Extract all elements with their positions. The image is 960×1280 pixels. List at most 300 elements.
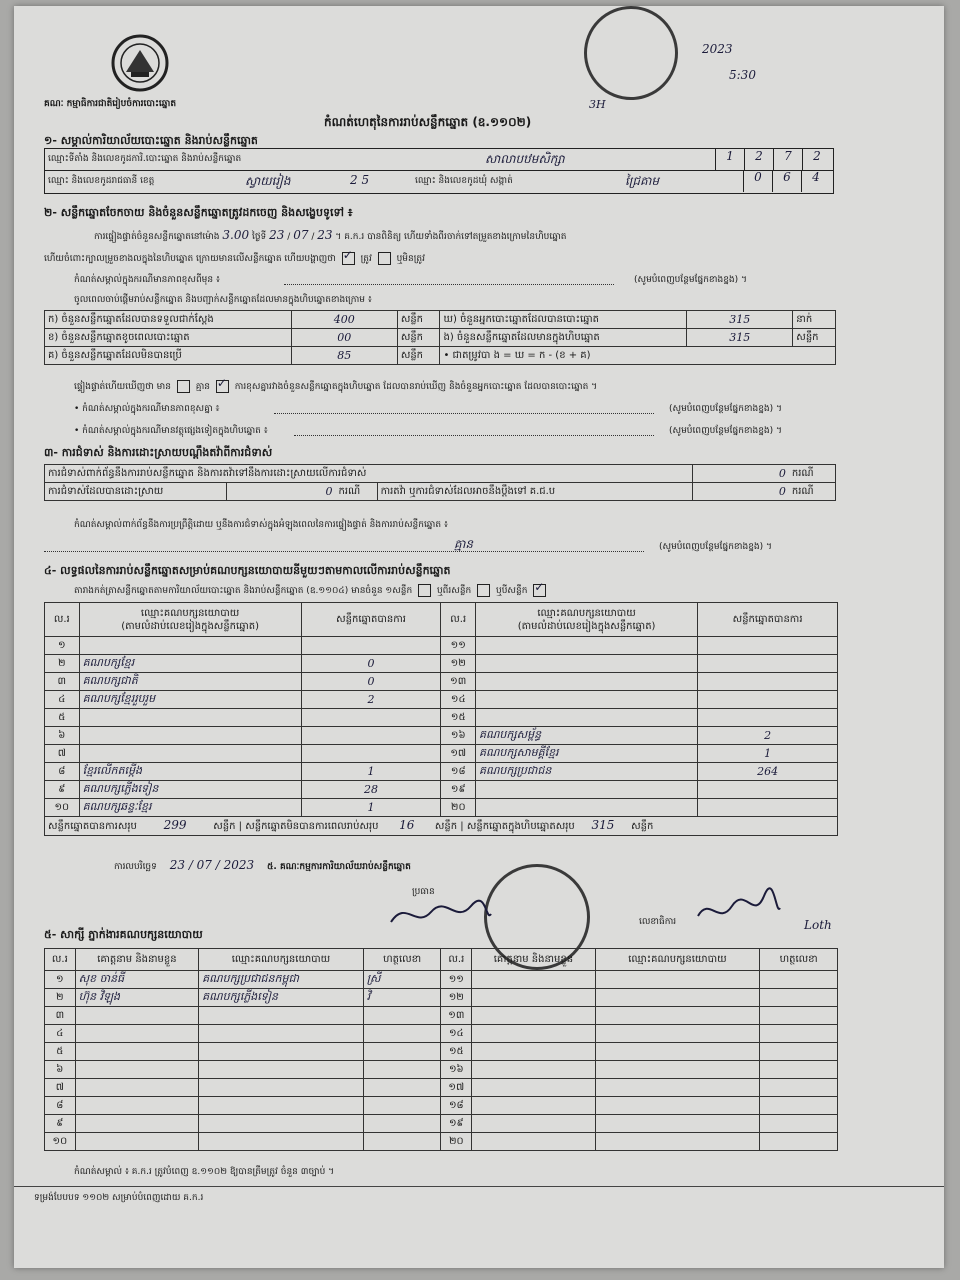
witness-signature [760,989,838,1007]
witness-party [595,1115,760,1133]
result-no: ១៥ [441,709,476,727]
result-party: គណបក្សភ្លើងទៀន [79,781,301,799]
count-value: 400 [291,311,397,329]
code-digit: 1 [715,149,744,170]
count-formula: • ជាតម្រូវបា ង = ឃ = ក - (ខ + គ) [440,347,836,365]
diff-no-checkbox[interactable] [216,380,229,393]
stamp-note-code: 3H [589,98,606,111]
w-col-party: ឈ្មោះគណបក្សនយោបាយ [199,949,364,971]
witness-name [472,1043,596,1061]
form-footer: ទម្រង់បែបបទ ១១០២ សម្រាប់បំពេញដោយ គ.ក.រ [34,1193,204,1203]
result-row [45,781,838,799]
result-party: គណបក្សជាតិ [79,673,301,691]
other-note-label: • កំណត់សម្គាល់ក្នុងករណីមានវត្ថុផ្សេងទៀតក្នុងហិបឆ្នោត ៖ [74,426,268,436]
commune-code [743,170,830,192]
witness-no: ១២ [441,989,472,1007]
section-5-heading: ៥- សាក្សី ភ្នាក់ងារគណបក្សនយោបាយ [44,928,203,941]
witness-name [472,971,596,989]
witness-party: គណបក្សភ្លើងទៀន [199,989,364,1007]
witness-signature [363,1061,441,1079]
result-no: ២០ [441,799,476,817]
result-row [45,799,838,817]
location-label: ឈ្មោះទីតាំង និងលេខកូដការិ.បោះឆ្នោត និងរាប់សន្លឹកឆ្នោត [48,154,242,164]
result-row [45,763,838,781]
result-votes: 0 [301,673,441,691]
tally-sheet-line [74,584,549,598]
count-intro: ចូលពេលចាប់ផ្ដើមរាប់សន្លឹកឆ្នោត និងបញ្ជាក់សន្លឹកឆ្នោតដែលមានក្នុងហិបឆ្នោតខាងក្រោម ៖ [74,295,372,305]
count-unit: សន្លឹក [397,311,440,329]
day-label: ថ្ងៃទី [251,232,267,242]
w-col-party: ឈ្មោះគណបក្សនយោបាយ [595,949,760,971]
result-no: ១០ [45,799,80,817]
secretary-label: លេខាធិការ [639,917,677,927]
witness-no: ១៧ [441,1079,472,1097]
witness-party [595,989,760,1007]
witness-signature [760,1025,838,1043]
w-col-sign: ហត្ថលេខា [363,949,441,971]
witness-row [45,1079,838,1097]
result-party: គណបក្សឆន្ទៈខ្មែរ [79,799,301,817]
col-votes: សន្លឹកឆ្នោតបានការ [698,603,838,637]
witness-party [595,1061,760,1079]
witness-row [45,1007,838,1025]
objection-unit: ករណី [789,465,836,483]
date-label: ការលបរិច្ឆេទ [114,862,157,872]
header-org: គណៈ កម្មាធិការជាតិរៀបចំការបោះឆ្នោត [44,99,177,109]
count-value: 00 [291,329,397,347]
result-no: ១៧ [441,745,476,763]
result-row [45,655,838,673]
witness-party [199,1115,364,1133]
section-4-heading: ៤- លទ្ធផលនៃការរាប់សន្លឹកឆ្នោតសម្រាប់គណបក្សនយោបាយនីមួយៗតាមកាលលើការរាប់សន្លឹកឆ្នោត [44,564,451,577]
w-col-sign: ហត្ថលេខា [760,949,838,971]
witness-no: ៦ [45,1061,76,1079]
witness-name [472,1133,596,1151]
compare-line [74,380,597,394]
result-votes [698,673,838,691]
result-row [45,637,838,655]
result-party [476,781,698,799]
witness-name: សុខ ចាន់ធី [75,971,199,989]
witness-row [45,971,838,989]
witness-no: ១៥ [441,1043,472,1061]
witness-no: ២ [45,989,76,1007]
seal-line [44,252,425,266]
witness-party [595,971,760,989]
resolved-count: 0 [226,483,335,501]
code-digit: 7 [773,149,802,170]
witness-signature [760,971,838,989]
result-party [79,745,301,763]
witness-party [595,1133,760,1151]
results-body [45,637,838,817]
result-party: គណបក្សសាមគ្គីខ្មែរ [476,745,698,763]
result-votes: 0 [301,655,441,673]
witness-signature: ស្រី [363,971,441,989]
witness-no: ១៤ [441,1025,472,1043]
count-value: 85 [291,347,397,365]
witness-signature [760,1079,838,1097]
witness-party [199,1007,364,1025]
objection-note: កំណត់សម្គាល់ពាក់ព័ន្ធនឹងការប្រព្រឹត្តិដោយ ឬនឹងការជំទាស់ក្នុងអំឡុងពេលនៃការផ្ទៀងផ្ទាត់ និងការរាប់សន្លឹកឆ្នោត ៖ [74,520,448,530]
witness-no: ៤ [45,1025,76,1043]
result-party [476,637,698,655]
commune-label: ឈ្មោះ និងលេខកូដឃុំ សង្កាត់ [415,176,513,186]
code-digit: 0 [743,170,772,192]
witness-signature [760,1115,838,1133]
seal-note-fill: (សូមបំពេញបន្ថែមផ្នែកខាងខ្នង) ។ [634,275,747,285]
result-party [476,691,698,709]
tally-sheet-intro: តារាងកត់ត្រាសន្លឹកឆ្នោតតាមការិយាល័យបោះឆ្នោត និងរាប់សន្លឹកឆ្នោត (ឧ.១១០៤) មានចំនួន ១សន្លឹក [74,586,413,596]
count-label: ឃ) ចំនួនអ្នកបោះឆ្នោតដែលបានបោះឆ្នោត [440,311,687,329]
diff-note-label: • កំណត់សម្គាល់ក្នុងករណីមានភាពខុសគ្នា ៖ [74,404,220,414]
result-votes: 264 [698,763,838,781]
section-1-box [44,148,834,194]
total-box-label: សន្លឹកឆ្នោតក្នុងហិបឆ្នោតសរុប [466,821,575,832]
official-stamp-top [584,6,678,100]
commune-value: ជ្រៃគាម [625,174,660,188]
witness-no: ១ [45,971,76,989]
secretary-initials: Loth [804,918,832,932]
result-votes: 2 [698,727,838,745]
witness-party [595,1043,760,1061]
total-invalid-label: សន្លឹកឆ្នោតមិនបានការពេលរាប់សរុប [245,821,379,832]
witness-name [75,1007,199,1025]
w-col-no: ល.រ [45,949,76,971]
w-col-name: គោត្តនាម និងនាមខ្លួន [472,949,596,971]
witness-party [595,1079,760,1097]
witness-name [472,1097,596,1115]
one-sheet-checkbox[interactable] [418,584,431,597]
date-line [114,858,411,874]
verification-year: 23 [317,228,333,242]
count-label: គ) ចំនួនសន្លឹកឆ្នោតដែលមិនបានប្រើ [45,347,292,365]
witness-party [595,1097,760,1115]
witness-no: ៧ [45,1079,76,1097]
witness-no: ១១ [441,971,472,989]
witness-row [45,1097,838,1115]
objection-label: ការជំទាស់ពាក់ព័ន្ធនឹងការរាប់សន្លឹកឆ្នោត និងការតវ៉ាទៅនឹងការដោះស្រាយលើការជំទាស់ [45,465,693,483]
result-row [45,691,838,709]
appeal-label: ការតវ៉ា ឬការជំទាស់ដែលអាចនឹងប្ដឹងទៅ គ.ជ.ប [377,483,692,501]
form-note: កំណត់សម្គាល់ ៖ គ.ក.រ ត្រូវបំពេញ ឧ.១១០២ ឱ្យបានត្រឹមត្រូវ ចំនួន ៣ច្បាប់ ។ [74,1167,335,1177]
result-votes [698,709,838,727]
seal-not-ok-label: ឬមិនត្រូវ [396,254,425,264]
col-party-title: ឈ្មោះគណបក្សនយោបាយ [140,607,240,619]
count-label: ក) ចំនួនសន្លឹកឆ្នោតដែលបានទទួលជាក់ស្ដែង [45,311,292,329]
totals-row: សន្លឹកឆ្នោតបានការសរុប 299 សន្លឹក | សន្លឹកឆ្នោតមិនបានការពេលរាប់សរុប 16 សន្លឹក | សន្លឹកឆ្នោតក្នុងហិបឆ្នោតសរុប 315 សន្លឹក [45,817,838,836]
result-no: ១៨ [441,763,476,781]
witness-name [75,1133,199,1151]
result-row [45,709,838,727]
ballot-count-table [44,310,836,365]
code-digit: 2 [744,149,773,170]
col-party-sub: (តាមលំដាប់លេខរៀងក្នុងសន្លឹកឆ្នោត) [517,620,656,632]
two-sheet-checkbox[interactable] [477,584,490,597]
result-party [476,799,698,817]
resolved-label: ការជំទាស់ដែលបានដោះស្រាយ [45,483,227,501]
objection-fill-note: (សូមបំពេញបន្ថែមផ្នែកខាងខ្នង) ។ [659,542,772,552]
witness-no: ១៦ [441,1061,472,1079]
result-votes: 1 [301,799,441,817]
total-box-value: 315 [591,818,615,832]
witness-signature [363,1025,441,1043]
witness-party [199,1061,364,1079]
result-no: ៧ [45,745,80,763]
result-row [45,727,838,745]
result-votes: 1 [301,763,441,781]
witness-name [472,1025,596,1043]
compare-label: ផ្ទៀងផ្ទាត់ហើយឃើញថា មាន [74,382,171,392]
col-votes: សន្លឹកឆ្នោតបានការ [301,603,441,637]
witness-party [595,1025,760,1043]
result-party [79,709,301,727]
witness-signature: វិ [363,989,441,1007]
form-title: កំណត់ហេតុនៃការរាប់សន្លឹកឆ្នោត (ឧ.១១០២) [324,115,532,129]
witness-party [595,1007,760,1025]
witness-body [45,971,838,1151]
result-votes: 28 [301,781,441,799]
col-party [79,603,301,637]
count-label: ខ) ចំនួនសន្លឹកឆ្នោតខូចពេលបោះឆ្នោត [45,329,292,347]
witness-signature [363,1079,441,1097]
result-votes [698,637,838,655]
witness-signature [363,1115,441,1133]
total-valid-value: 299 [163,818,187,832]
stamp-note-year: 2023 [702,42,733,56]
objection-handwritten: គ្មាន [454,537,474,551]
code-digit: 4 [801,170,830,192]
witness-signature [363,1097,441,1115]
chair-label: ប្រធាន [412,887,435,897]
result-party [79,637,301,655]
witness-row [45,989,838,1007]
witness-no: ៣ [45,1007,76,1025]
result-votes [301,637,441,655]
objection-count: 0 [692,465,789,483]
witness-name: ហ៊ុន វិឡុង [75,989,199,1007]
verification-month: 07 [293,228,309,242]
result-votes [698,781,838,799]
witness-party [199,1025,364,1043]
witness-party: គណបក្សប្រជាជនកម្ពុជា [199,971,364,989]
witness-name [472,1007,596,1025]
objection-note-line [44,551,644,552]
section-2-heading: ២- សន្លឹកឆ្នោតចែកចាយ និងចំនួនសន្លឹកឆ្នោតត្រូវដកចេញ និងសង្ខេបទូទៅ ៖ [44,206,353,219]
result-no: ៩ [45,781,80,799]
seal-ok-label: ត្រូវ [360,254,372,264]
committee-label: ៥. គណៈកម្មការការិយាល័យរាប់សន្លឹកឆ្នោត [267,862,411,872]
witness-table [44,948,838,1151]
witness-no: ៨ [45,1097,76,1115]
province-code: 2 5 [350,173,370,187]
verification-day: 23 [269,228,285,242]
other-note-fill: (សូមបំពេញបន្ថែមផ្នែកខាងខ្នង) ។ [669,426,782,436]
diff-no-label: គ្មាន [195,382,210,392]
compare-tail: ការខុសគ្នារវាងចំនួនសន្លឹកឆ្នោតក្នុងហិបឆ្នោត ដែលបានរាប់ឃើញ និងចំនួនអ្នកបោះឆ្នោត ដែលបានបោះឆ្នោត ។ [234,382,598,392]
witness-signature [760,1133,838,1151]
code-digit: 2 [802,149,831,170]
witness-party [199,1097,364,1115]
other-note-line [74,425,814,438]
result-no: ៤ [45,691,80,709]
code-digit: 6 [772,170,801,192]
result-no: ១ [45,637,80,655]
result-no: ៣ [45,673,80,691]
witness-row [45,1115,838,1133]
appeal-unit: ករណី [789,483,836,501]
verification-prefix: ការផ្ទៀងផ្ទាត់ចំនួនសន្លឹកឆ្នោតនៅម៉ោង [94,232,220,242]
result-no: ១៦ [441,727,476,745]
witness-row [45,1061,838,1079]
witness-no: ១៣ [441,1007,472,1025]
witness-no: ១០ [45,1133,76,1151]
result-votes: 2 [301,691,441,709]
witness-name [75,1097,199,1115]
result-votes [698,799,838,817]
chair-signature [386,894,496,938]
witness-no: ៥ [45,1043,76,1061]
witness-row [45,1043,838,1061]
result-votes: 1 [698,745,838,763]
two-sheet-label: ឬពីរសន្លឹក [436,586,472,596]
result-party [79,727,301,745]
province-value: ស្វាយរៀង [245,174,291,188]
witness-no: ២០ [441,1133,472,1151]
total-box-unit: សន្លឹក [631,821,654,832]
appeal-count: 0 [692,483,789,501]
date-value: 23 / 07 / 2023 [169,858,255,872]
result-party: គណបក្សប្រជាជន [476,763,698,781]
three-sheet-label: ឬបីសន្លឹក [496,586,528,596]
secretary-signature [694,886,784,935]
witness-signature [363,1043,441,1061]
col-no: ល.រ [45,603,80,637]
result-votes [698,655,838,673]
section-1-heading: ១- សម្គាល់ការិយាល័យបោះឆ្នោត និងរាប់សន្លឹកឆ្នោត [44,134,258,147]
result-party [476,655,698,673]
seal-note-label: កំណត់សម្គាល់ក្នុងករណីមានភាពខុសពីមុន ៖ [74,275,220,285]
witness-name [75,1043,199,1061]
result-votes [301,745,441,763]
result-no: ៨ [45,763,80,781]
total-invalid-unit: សន្លឹក [434,821,458,832]
form-sheet [14,6,944,1268]
witness-name [472,1061,596,1079]
total-valid-unit: សន្លឹក [213,821,236,832]
result-no: ៦ [45,727,80,745]
seal-text: ហើយចំពោះក្បាលម្រួចខាងលក្នុងនៃហិបឆ្នោត ក្រោយមានលើសន្លឹកឆ្នោត ហើយបង្ហាញថា [44,254,336,264]
col-party-title: ឈ្មោះគណបក្សនយោបាយ [537,607,636,619]
result-party: គណបក្សខ្មែរ [79,655,301,673]
total-invalid-value: 16 [399,818,415,832]
witness-name [75,1061,199,1079]
witness-row [45,1025,838,1043]
diff-note-fill: (សូមបំពេញបន្ថែមផ្នែកខាងខ្នង) ។ [669,404,782,414]
result-votes [301,727,441,745]
w-col-no: ល.រ [441,949,472,971]
count-value: 315 [687,311,793,329]
result-no: ២ [45,655,80,673]
result-no: ១៣ [441,673,476,691]
count-label: ង) ចំនួនសន្លឹកឆ្នោតដែលមានក្នុងហិបឆ្នោត [440,329,687,347]
stamp-note-time: 5:30 [729,68,756,82]
verification-time: 3.00 [222,228,250,242]
result-row [45,673,838,691]
result-no: ៥ [45,709,80,727]
col-party [476,603,698,637]
witness-party [199,1079,364,1097]
witness-party [199,1133,364,1151]
result-party: គណបក្សសម្ព័ន្ធ [476,727,698,745]
witness-signature [760,1097,838,1115]
result-no: ១៩ [441,781,476,799]
witness-signature [760,1061,838,1079]
witness-no: ១៨ [441,1097,472,1115]
result-party: គណបក្សខ្មែររួបរួម [79,691,301,709]
count-unit: សន្លឹក [793,329,836,347]
seal-not-ok-checkbox[interactable] [378,252,391,265]
location-value: សាលាបឋមសិក្សា [485,152,565,166]
count-unit: នាក់ [793,311,836,329]
witness-name [75,1115,199,1133]
three-sheet-checkbox[interactable] [533,584,546,597]
witness-name [75,1025,199,1043]
witness-name [472,1115,596,1133]
witness-no: ៩ [45,1115,76,1133]
col-no: ល.រ [441,603,476,637]
witness-name [472,989,596,1007]
result-votes [301,709,441,727]
results-table [44,602,838,836]
result-row [45,745,838,763]
seal-note-line [74,274,794,287]
verification-suffix: ។ គ.ក.រ បានពិនិត្យ ហើយទាំងពីរចាក់ទៅតម្រួតខាងក្រោមនៃហិបឆ្នោត [335,232,567,242]
witness-name [472,1079,596,1097]
col-party-sub: (តាមលំដាប់លេខរៀងក្នុងសន្លឹកឆ្នោត) [121,620,259,632]
result-party: ខ្មែរលើកតម្កើង [79,763,301,781]
witness-party [199,1043,364,1061]
location-code [715,149,831,170]
nec-emblem [109,32,171,94]
witness-signature [760,1043,838,1061]
count-value: 315 [687,329,793,347]
w-col-name: គោត្តនាម និងនាមខ្លួន [75,949,199,971]
diff-yes-checkbox[interactable] [177,380,190,393]
result-votes [698,691,838,709]
witness-name [75,1079,199,1097]
section-3-heading: ៣- ការជំទាស់ និងការដោះស្រាយបណ្ដឹងតវ៉ាពីការជំទាស់ [44,446,273,459]
result-party [476,673,698,691]
result-no: ១៤ [441,691,476,709]
resolved-unit: ករណី [336,483,378,501]
province-label: ឈ្មោះ និងលេខកូដរាជធានី ខេត្ត [48,176,155,186]
result-party [476,709,698,727]
result-no: ១១ [441,637,476,655]
count-unit: សន្លឹក [397,329,440,347]
witness-no: ១៩ [441,1115,472,1133]
total-valid-label: សន្លឹកឆ្នោតបានការសរុប [48,821,137,832]
verification-line: ការផ្ទៀងផ្ទាត់ចំនួនសន្លឹកឆ្នោតនៅម៉ោង 3.00 ថ្ងៃទី 23 / 07 / 23 ។ គ.ក.រ បានពិនិត្យ ហើយទាំងពីរចាក់ទៅតម្រួតខាងក្រោមនៃហិបឆ្នោត [94,228,567,242]
seal-ok-checkbox[interactable] [342,252,355,265]
diff-note-line [74,403,814,416]
witness-signature [760,1007,838,1025]
witness-row [45,1133,838,1151]
objection-table [44,464,836,501]
result-no: ១២ [441,655,476,673]
witness-signature [363,1007,441,1025]
witness-signature [363,1133,441,1151]
